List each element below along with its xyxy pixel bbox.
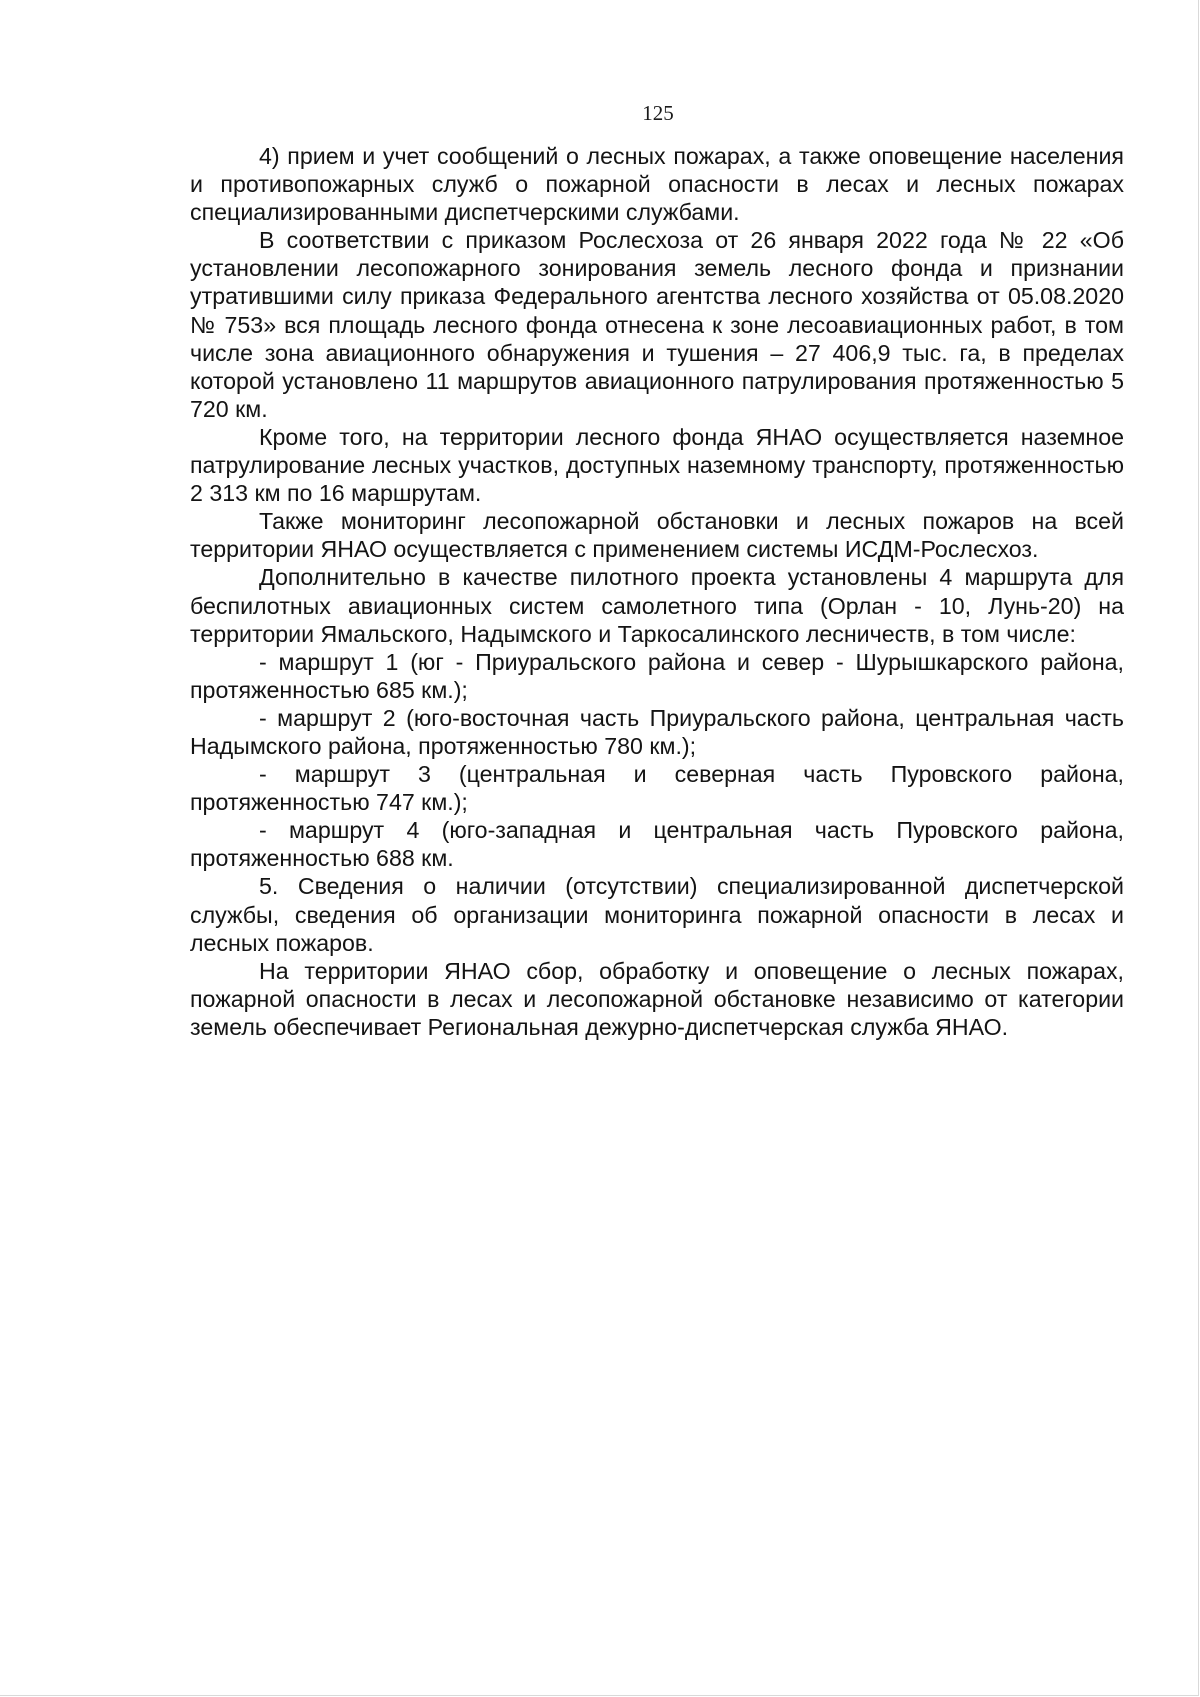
paragraph-dispatch-service: На территории ЯНАО сбор, обработку и оповещение о лесных пожарах, пожарной опасности в лесах и лесопожарной обстановке независимо от категории земель обеспечивает Региональная дежурно-диспетчерская служба ЯНАО.	[190, 957, 1124, 1040]
document-body	[190, 142, 1124, 1041]
route-item-2: - маршрут 2 (юго-восточная часть Приуральского района, центральная часть Надымского района, протяженностью 780 км.);	[190, 704, 1124, 759]
paragraph-isdm-monitoring: Также мониторинг лесопожарной обстановки и лесных пожаров на всей территории ЯНАО осуществляется с применением системы ИСДМ-Рослесхоз.	[190, 508, 1124, 563]
route-item-4: - маршрут 4 (юго-западная и центральная часть Пуровского района, протяженностью 688 км.	[190, 817, 1124, 872]
paragraph-item-4: 4) прием и учет сообщений о лесных пожарах, а также оповещение населения и противопожарных служб о пожарной опасности в лесах и лесных пожарах специализированными диспетчерскими службами.	[190, 143, 1124, 226]
paragraph-fire-zoning: В соответствии с приказом Рослесхоза от 26 января 2022 года № 22 «Об установлении лесопожарного зонирования земель лесного фонда и признании утратившими силу приказа Федерального агентства лесного хозяйства от 05.08.2020 № 753» вся площадь лесного фонда отнесена к зоне лесоавиационных работ, в том числе зона авиационного обнаружения и тушения – 27 406,9 тыс. га, в пределах которой установлено 11 маршрутов авиационного патрулирования протяженностью 5 720 км.	[190, 227, 1124, 422]
page-number: 125	[642, 101, 674, 125]
paragraph-drone-routes: Дополнительно в качестве пилотного проекта установлены 4 маршрута для беспилотных авиационных систем самолетного типа (Орлан - 10, Лунь-20) на территории Ямальского, Надымского и Таркосалинского лесничеств, в том числе:	[190, 564, 1124, 647]
route-item-1: - маршрут 1 (юг - Приуральского района и север - Шурышкарского района, протяженностью 685 км.);	[190, 648, 1124, 703]
paragraph-ground-patrol: Кроме того, на территории лесного фонда ЯНАО осуществляется наземное патрулирование лесных участков, доступных наземному транспорту, протяженностью 2 313 км по 16 маршрутам.	[190, 423, 1124, 507]
route-item-3: - маршрут 3 (центральная и северная часть Пуровского района, протяженностью 747 км.);	[190, 761, 1124, 816]
paragraph-section-5-heading: 5. Сведения о наличии (отсутствии) специализированной диспетчерской службы, сведения об организации мониторинга пожарной опасности в лесах и лесных пожаров.	[190, 873, 1124, 956]
